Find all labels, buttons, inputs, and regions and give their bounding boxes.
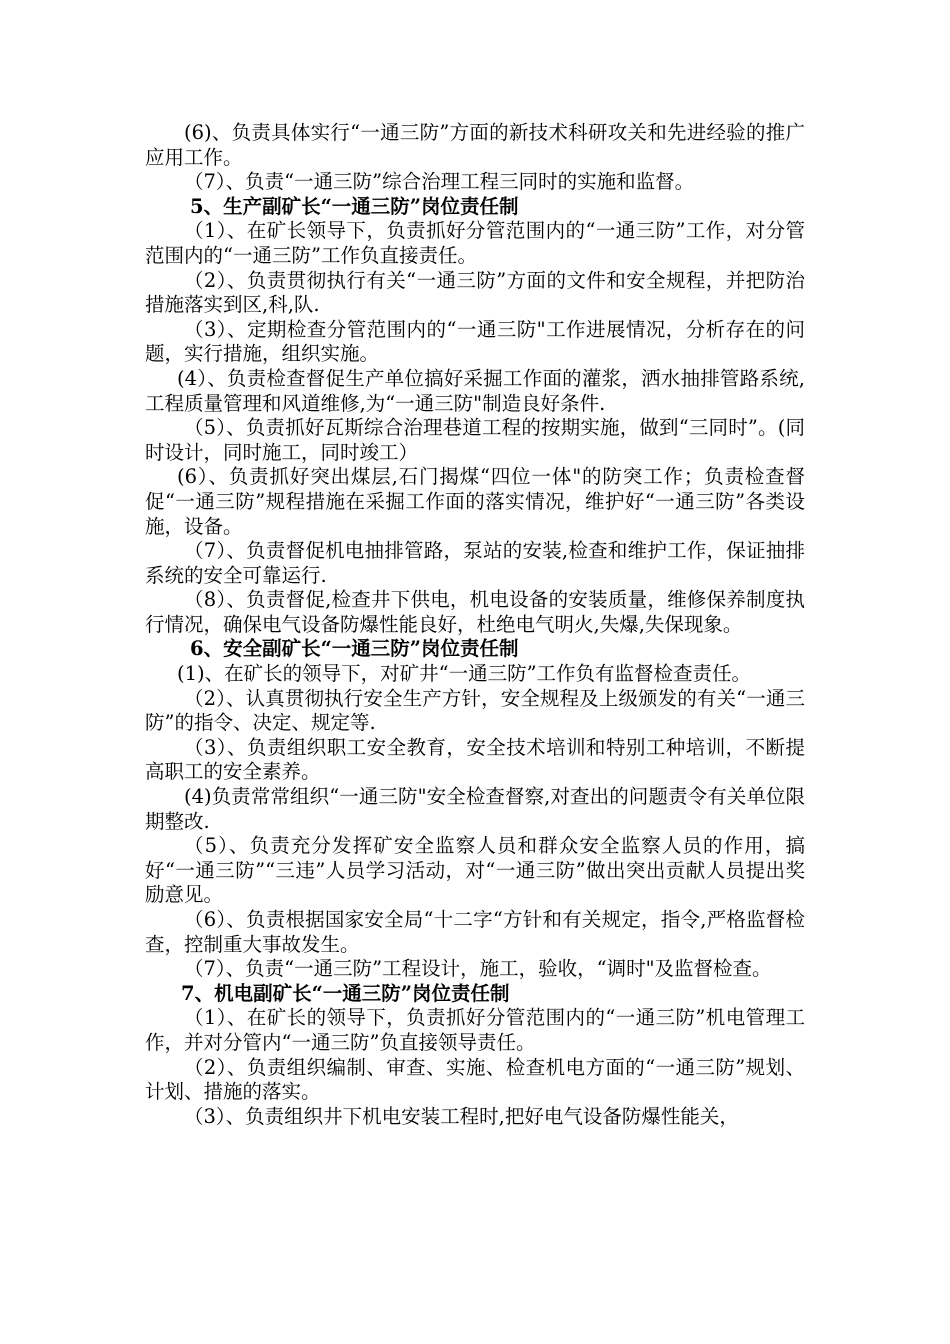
section-heading: 6、安全副矿长“一通三防”岗位责任制: [190, 637, 519, 661]
paragraph: （3）、负责组织职工安全教育，安全技术培训和特别工种培训，不断提高职工的安全素养。: [145, 735, 805, 784]
paragraph: （2）、负责组织编制、审查、实施、检查机电方面的“一通三防”规划、计划、措施的落实。: [145, 1055, 805, 1104]
paragraph: （3）、负责组织井下机电安装工程时,把好电气设备防爆性能关，: [184, 1104, 739, 1128]
paragraph: （5）、负责充分发挥矿安全监察人员和群众安全监察人员的作用，搞好“一通三防”“三违”人员学习活动，对“一通三防”做出突出贡献人员提出奖励意见。: [145, 834, 805, 907]
paragraph: （7）、负责“一通三防”工程设计，施工，验收，“调时"及监督检查。: [184, 957, 772, 981]
paragraph: （2）、负责贯彻执行有关“一通三防”方面的文件和安全规程，并把防治措施落实到区,科,队.: [145, 268, 805, 317]
paragraph: （2）、认真贯彻执行安全生产方针，安全规程及上级颁发的有关“一通三防”的指令、决定、规定等.: [145, 686, 805, 735]
paragraph: （5）、负责抓好瓦斯综合治理巷道工程的按期实施，做到“三同时”。(同时设计，同时施工，同时竣工）: [145, 416, 805, 464]
paragraph: (6）、负责抓好突出煤层,石门揭煤“四位一体"的防突工作；负责检查督促“一通三防”规程措施在采掘工作面的落实情况，维护好“一通三防”各类设施，设备。: [145, 465, 805, 538]
paragraph: （7）、负责“一通三防”综合治理工程三同时的实施和监督。: [184, 170, 695, 194]
paragraph: (4)负责常常组织“一通三防"安全检查督察,对查出的问题责令有关单位限期整改.: [145, 785, 805, 833]
paragraph: （1）、在矿长的领导下，负责抓好分管范围内的“一通三防”机电管理工作，并对分管内“一通三防”负直接领导责任。: [145, 1006, 805, 1054]
paragraph: （3）、定期检查分管范围内的“一通三防"工作进展情况，分析存在的问题，实行措施，组织实施。: [145, 317, 805, 366]
paragraph: （1）、在矿长领导下，负责抓好分管范围内的“一通三防”工作，对分管范围内的“一通三防”工作负直接责任。: [145, 219, 805, 267]
paragraph: (1)、在矿长的领导下，对矿井“一通三防”工作负有监督检查责任。: [177, 662, 752, 686]
section-heading: 5、生产副矿长“一通三防”岗位责任制: [190, 194, 519, 218]
paragraph: （8）、负责督促,检查井下供电，机电设备的安装质量，维修保养制度执行情况，确保电气设备防爆性能良好，杜绝电气明火,失爆,失保现象。: [145, 588, 805, 636]
paragraph: (6)、负责具体实行“一通三防”方面的新技术科研攻关和先进经验的推广应用工作。: [145, 121, 805, 169]
section-heading: 7、机电副矿长“一通三防”岗位责任制: [181, 981, 510, 1005]
paragraph: （6）、负责根据国家安全局“十二字“方针和有关规定，指令,严格监督检查，控制重大事故发生。: [145, 908, 805, 956]
document-body: [145, 121, 805, 1129]
paragraph: （7）、负责督促机电抽排管路，泵站的安装,检查和维护工作，保证抽排系统的安全可靠运行.: [145, 539, 805, 587]
paragraph: (4）、负责检查督促生产单位搞好采掘工作面的灌浆，洒水抽排管路系统,工程质量管理和风道维修,为“一通三防"制造良好条件.: [145, 366, 805, 415]
